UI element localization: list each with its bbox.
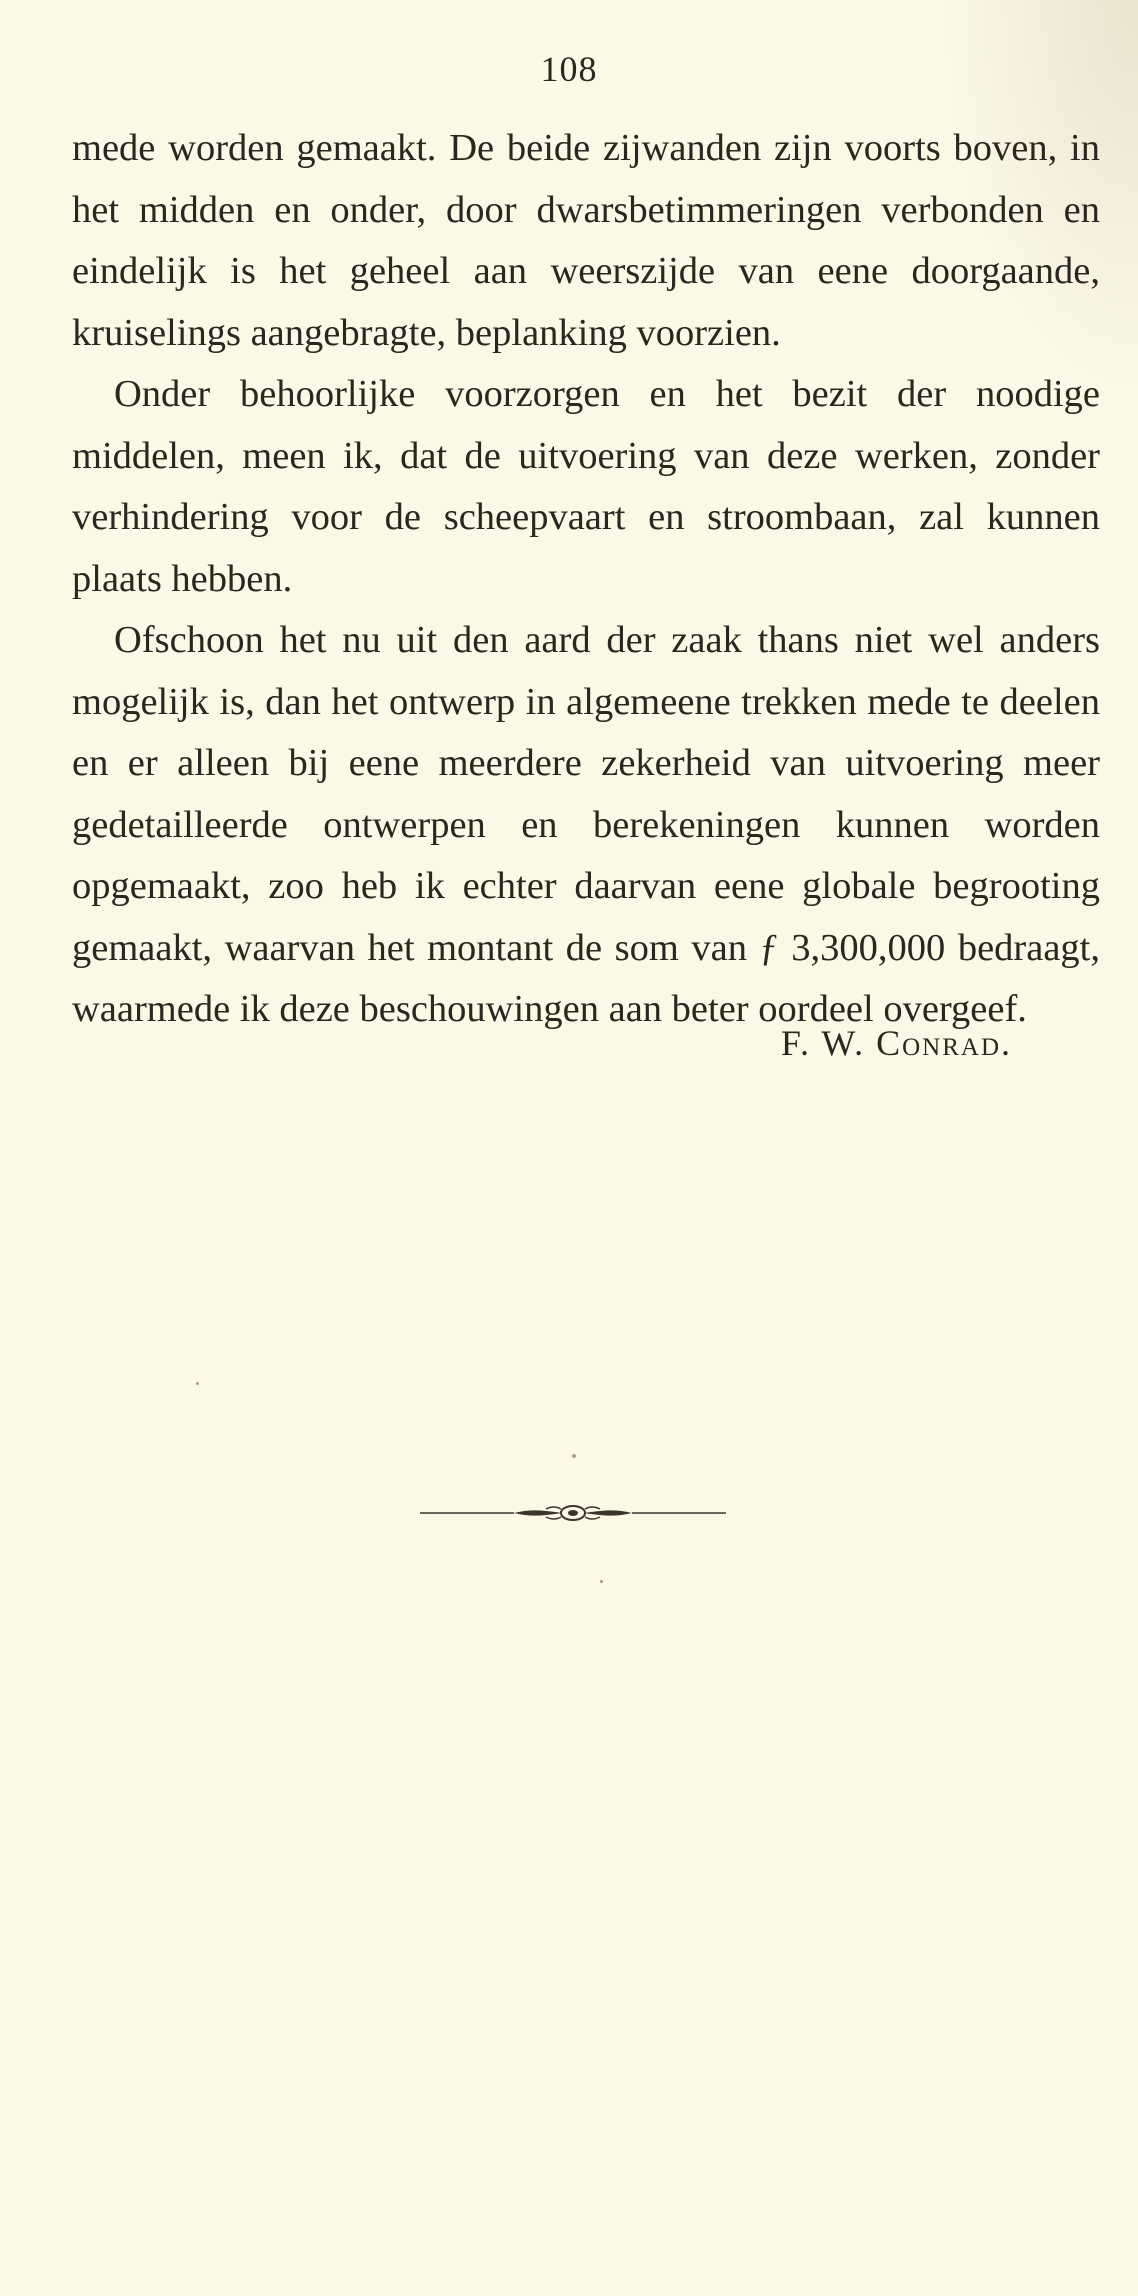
decorative-rule-ornament-icon <box>418 1500 728 1526</box>
paragraph-precautions: Onder behoorlijke voorzorgen en het bezit der noodige middelen, meen ik, dat de uitvoering van deze werken, zonder verhindering voor de scheepvaart en stroombaan, zal kunnen plaats hebben. <box>72 373 1100 600</box>
author-signature <box>781 1022 1012 1064</box>
paragraph-budget: Ofschoon het nu uit den aard der zaak thans niet wel anders mogelijk is, dan het ontwerp in algemeene trekken mede te deelen en er alleen bij eene meerdere zekerheid van uitvoering meer gedetailleerde ontwerpen en berekeningen kunnen worden opgemaakt, zoo heb ik echter daarvan eene globale begrooting gemaakt, waarvan het montant de som van ƒ 3,300,000 bedraagt, waarmede ik deze beschouwingen aan beter oordeel overgeef. <box>72 619 1100 1030</box>
body-text <box>72 118 1100 1041</box>
paper-speck <box>600 1580 603 1583</box>
signature-surname: Conrad. <box>876 1023 1012 1063</box>
paper-speck <box>196 1382 199 1385</box>
paper-speck <box>572 1454 576 1458</box>
signature-initials: F. W. <box>780 1023 866 1063</box>
page-number: 108 <box>540 49 598 89</box>
paragraph-continuation: mede worden gemaakt. De beide zijwanden zijn voorts boven, in het midden en onder, door dwarsbetimmeringen verbonden en eindelijk is het geheel aan weerszijde van eene doorgaande, kruiselings aangebragte, beplanking voorzien. <box>72 127 1100 354</box>
